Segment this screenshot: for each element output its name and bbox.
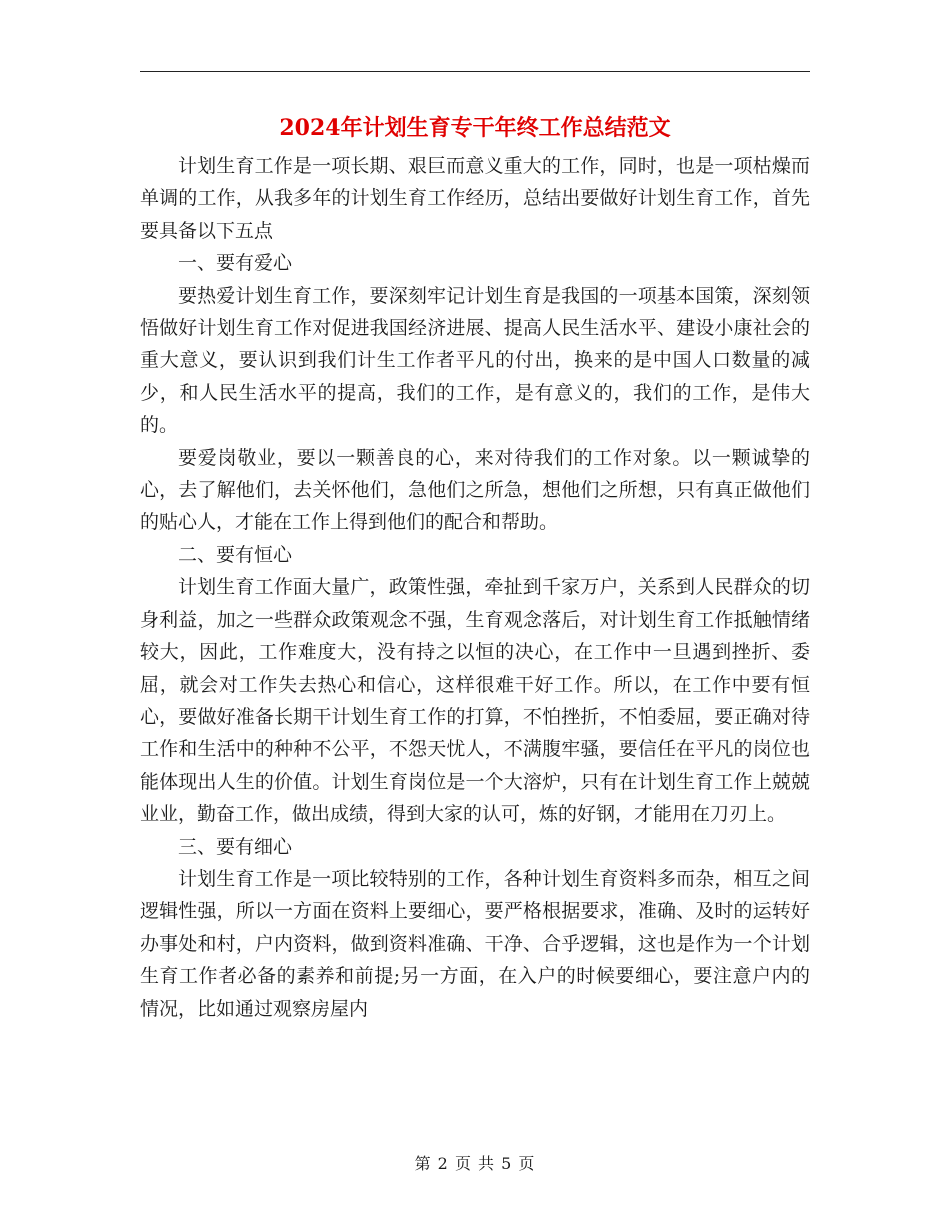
section-heading: 一、要有爱心: [178, 252, 293, 275]
section-heading: 二、要有恒心: [178, 543, 293, 566]
header-rule: [140, 71, 810, 72]
section-heading: 三、要有细心: [178, 835, 293, 858]
page-number-footer: 第 2 页 共 5 页: [414, 1154, 536, 1173]
body-paragraph: 计划生育工作是一项比较特别的工作，各种计划生育资料多而杂，相互之间逻辑性强，所以一方面在资料上要细心，要严格根据要求，准确、及时的运转好办事处和村，户内资料，做到资料准确、干净、合乎逻辑，这也是作为一个计划生育工作者必备的素养和前提;另一方面，在入户的时候要细心，要注意户内的情况，比如通过观察房屋内: [140, 867, 810, 1020]
body-paragraph: 要热爱计划生育工作，要深刻牢记计划生育是我国的一项基本国策，深刻领悟做好计划生育工作对促进我国经济进展、提高人民生活水平、建设小康社会的重大意义，要认识到我们计生工作者平凡的付出，换来的是中国人口数量的减少，和人民生活水平的提高，我们的工作，是有意义的，我们的工作，是伟大的。: [140, 284, 810, 437]
document-body: [140, 150, 810, 1025]
document-title: 2024年计划生育专干年终工作总结范文: [279, 115, 671, 141]
body-paragraph: 计划生育工作面大量广，政策性强，牵扯到千家万户，关系到人民群众的切身利益，加之一些群众政策观念不强，生育观念落后，对计划生育工作抵触情绪较大，因此，工作难度大，没有持之以恒的决心，在工作中一旦遇到挫折、委屈，就会对工作失去热心和信心，这样很难干好工作。所以，在工作中要有恒心，要做好准备长期干计划生育工作的打算，不怕挫折，不怕委屈，要正确对待工作和生活中的种种不公平，不怨天忧人，不满腹牢骚，要信任在平凡的岗位也能体现出人生的价值。计划生育岗位是一个大溶炉，只有在计划生育工作上兢兢业业，勤奋工作，做出成绩，得到大家的认可，炼的好钢，才能用在刀刃上。: [140, 576, 810, 826]
body-paragraph: 要爱岗敬业，要以一颗善良的心，来对待我们的工作对象。以一颗诚挚的心，去了解他们，去关怀他们，急他们之所急，想他们之所想，只有真正做他们的贴心人，才能在工作上得到他们的配合和帮助。: [140, 446, 810, 534]
body-paragraph: 计划生育工作是一项长期、艰巨而意义重大的工作，同时，也是一项枯燥而单调的工作，从我多年的计划生育工作经历，总结出要做好计划生育工作，首先要具备以下五点: [140, 155, 810, 242]
